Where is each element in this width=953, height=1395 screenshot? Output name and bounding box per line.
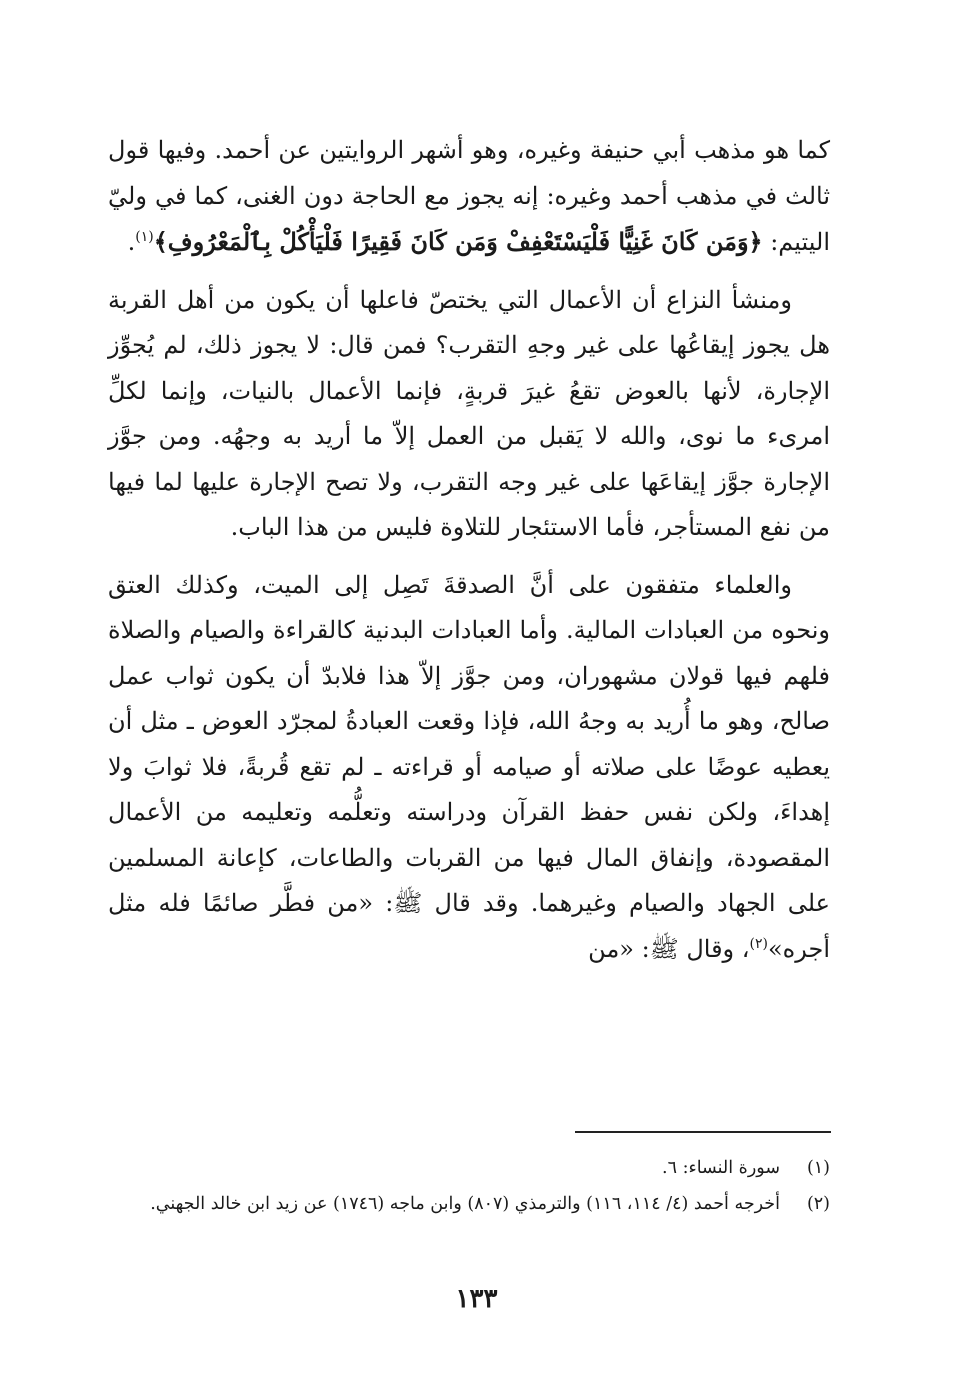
footnote-ref-2[interactable]: (٢) — [749, 935, 768, 952]
footnote-1-text: سورة النساء: ٦. — [662, 1158, 780, 1178]
footnote-divider — [575, 1131, 831, 1133]
footnote-1 — [108, 1150, 830, 1186]
page-number: ١٣٣ — [455, 1284, 498, 1314]
quran-verse: ﴿وَمَن كَانَ غَنِيًّا فَلْيَسْتَعْفِفْ وَمَن كَانَ فَقِيرًا فَلْيَأْكُلْ بِٱلْمَعْرُوفِ﴾ — [153, 227, 763, 256]
main-text — [108, 128, 830, 984]
footnote-2-number: (٢) — [806, 1194, 830, 1214]
paragraph-3-text-b: ، وقال ﷺ: «من — [588, 934, 750, 963]
paragraph-1-text-a: كما هو مذهب أبي حنيفة وغيره، وهو أشهر الروايتين عن أحمد. وفيها قول ثالث في مذهب أحمد وغيره: إنه يجوز مع الحاجة دون الغنى، كما في وليّ اليتيم: — [108, 136, 830, 256]
footnotes — [108, 1150, 830, 1222]
paragraph-3 — [108, 563, 830, 973]
paragraph-2: ومنشأ النزاع أن الأعمال التي يختصّ فاعلها أن يكون من أهل القربة هل يجوز إيقاعُها على غير وجهِ التقرب؟ فمن قال: لا يجوز ذلك، لم يُجوِّز الإجارة، لأنها بالعوض تقعُ غيرَ قربةٍ، فإنما الأعمال بالنيات، وإنما لكلِّ امرىء ما نوى، والله لا يَقبل من العمل إلاّ ما أريد به وجهُه. ومن جوَّز الإجارة جوَّز إيقاعَها على غير وجه التقرب، ولا تصح الإجارة عليها لما فيها من نفع المستأجر، فأما الاستئجار للتلاوة فليس من هذا الباب. — [108, 285, 830, 541]
paragraph-1-text-b: . — [127, 228, 136, 256]
footnote-2 — [108, 1186, 830, 1222]
paragraph-1 — [108, 128, 830, 266]
footnote-1-number: (١) — [806, 1158, 830, 1178]
footnote-ref-1[interactable]: (١) — [135, 229, 154, 245]
footnote-2-text: أخرجه أحمد (٤/ ١١٤، ١١٦) والترمذي (٨٠٧) وابن ماجه (١٧٤٦) عن زيد ابن خالد الجهني. — [150, 1194, 780, 1214]
paragraph-3-text-a: والعلماء متفقون على أنَّ الصدقةَ تَصِل إلى الميت، وكذلك العتق ونحوه من العبادات المالية. وأما العبادات البدنية كالقراءة والصيام والصلاة فلهم فيها قولان مشهوران، ومن جوَّز إلاّ هذا فلابدّ أن يكون ثواب عمل صالح، وهو ما أُريد به وجهُ الله، فإذا وقعت العبادةُ لمجرّد العوض ـ مثل أن يعطيه عوضًا على صلاته أو صيامه أو قراءته ـ لم تقع قُربةً، فلا ثوابَ ولا إهداءَ، ولكن نفس حفظ القرآن ودراسته وتعلُّمه وتعليمه من الأعمال المقصودة، وإنفاق المال فيها من القربات والطاعات، كإعانة المسلمين على الجهاد والصيام وغيرهما. وقد قال ﷺ: «من فطَّر صائمًا فله مثل أجره» — [108, 570, 830, 963]
